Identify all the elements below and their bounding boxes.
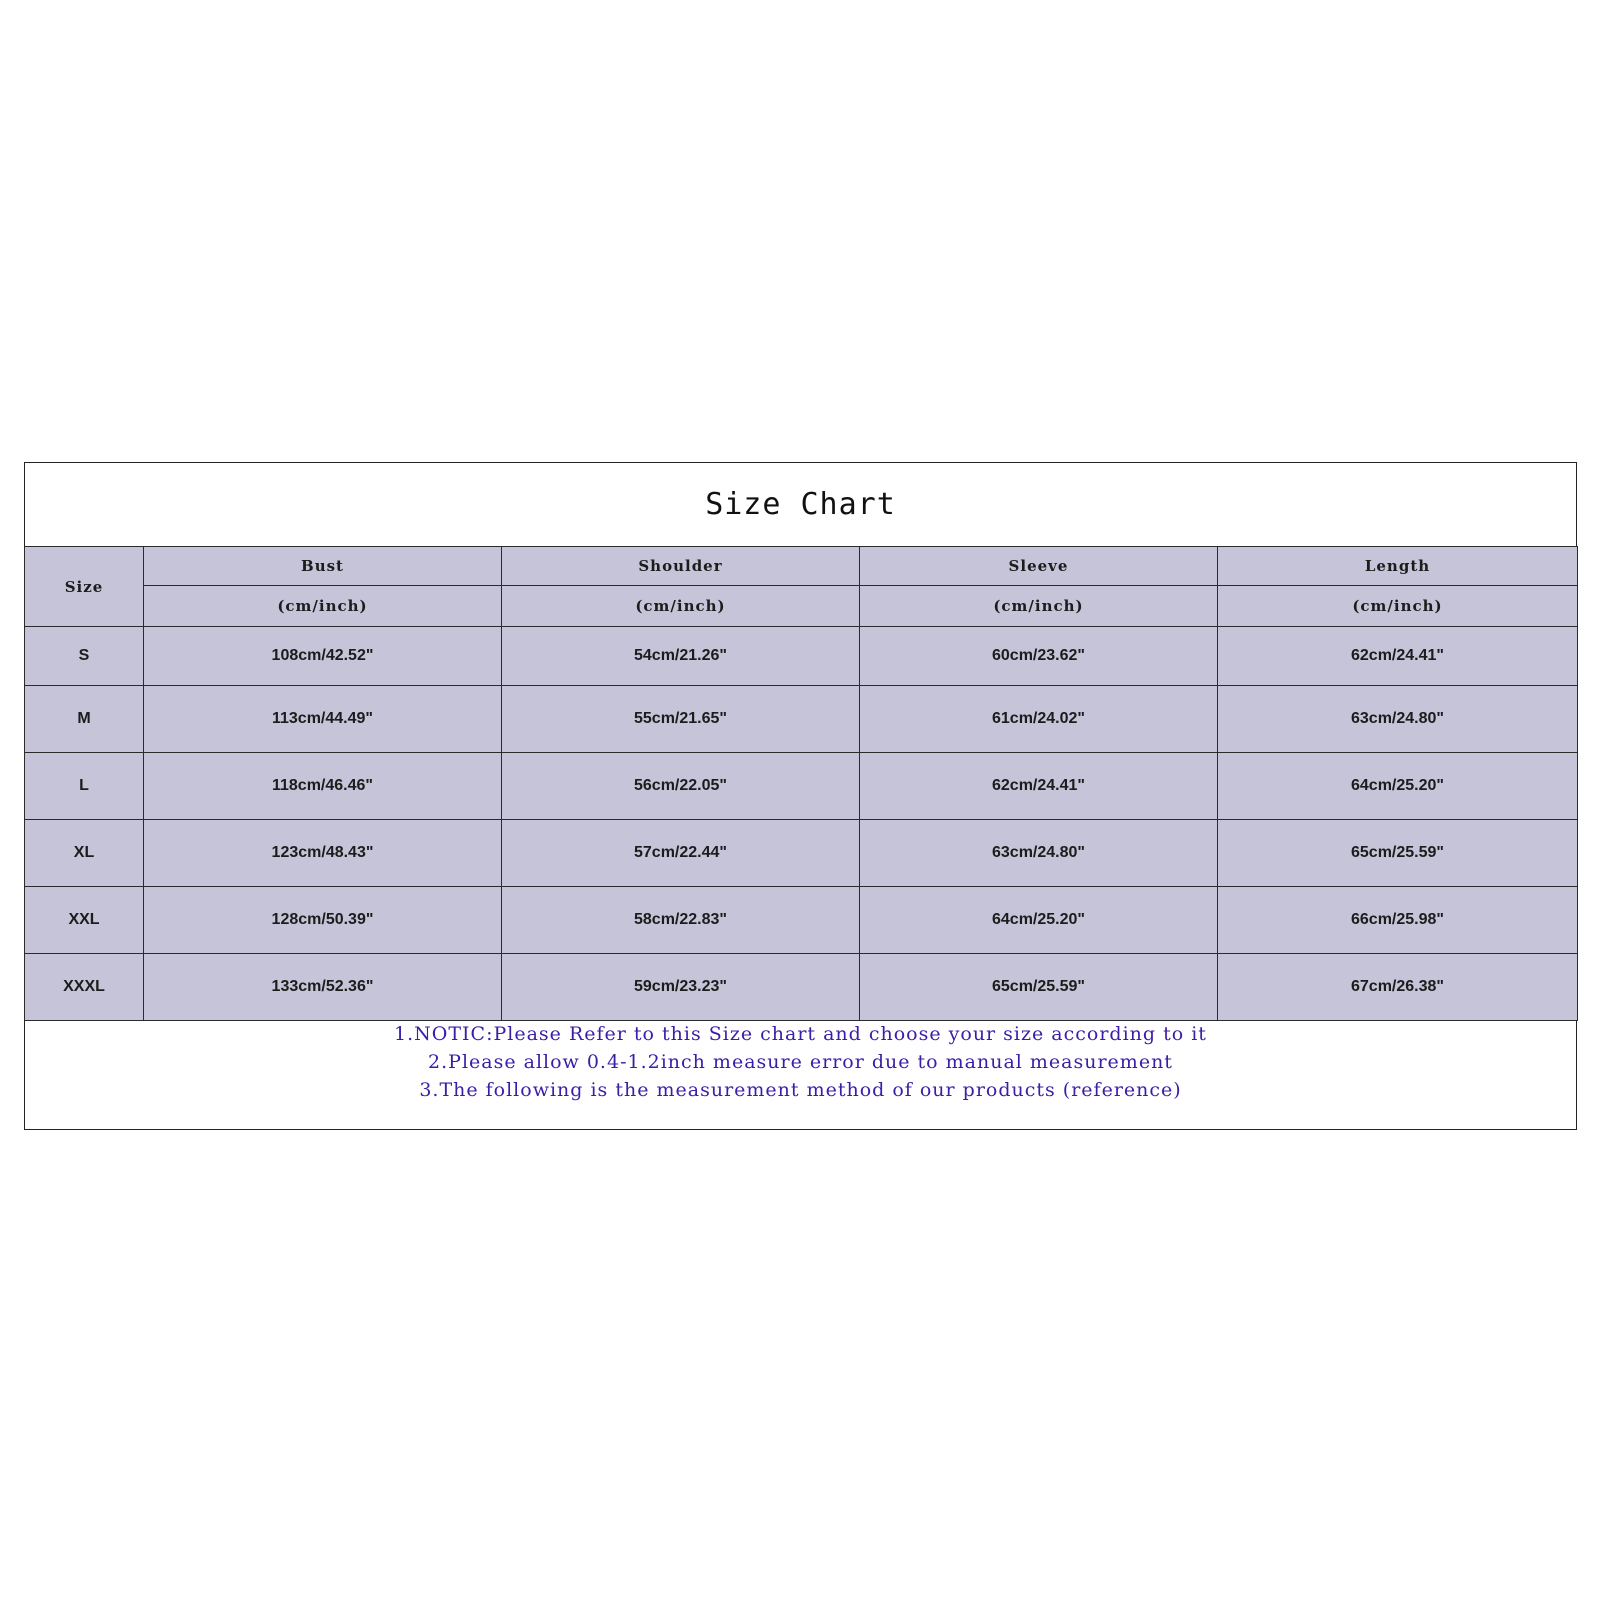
bust-cell: 133cm/52.36" xyxy=(144,954,502,1021)
bust-cell: 118cm/46.46" xyxy=(144,753,502,820)
header-sleeve: Sleeve xyxy=(860,547,1218,586)
bust-cell: 123cm/48.43" xyxy=(144,820,502,887)
length-cell: 62cm/24.41" xyxy=(1218,627,1578,686)
table-row xyxy=(25,753,1578,820)
length-cell: 63cm/24.80" xyxy=(1218,686,1578,753)
sleeve-cell: 63cm/24.80" xyxy=(860,820,1218,887)
shoulder-cell: 59cm/23.23" xyxy=(502,954,860,1021)
sleeve-cell: 64cm/25.20" xyxy=(860,887,1218,954)
shoulder-cell: 55cm/21.65" xyxy=(502,686,860,753)
unit-sleeve: (cm/inch) xyxy=(860,586,1218,627)
shoulder-cell: 56cm/22.05" xyxy=(502,753,860,820)
unit-length: (cm/inch) xyxy=(1218,586,1578,627)
length-cell: 67cm/26.38" xyxy=(1218,954,1578,1021)
size-table xyxy=(24,546,1578,1021)
notes-section xyxy=(25,1020,1576,1104)
note-1: 1.NOTIC:Please Refer to this Size chart and choose your size according to it xyxy=(394,1023,1207,1045)
unit-bust: (cm/inch) xyxy=(144,586,502,627)
bust-cell: 108cm/42.52" xyxy=(144,627,502,686)
length-cell: 65cm/25.59" xyxy=(1218,820,1578,887)
header-shoulder: Shoulder xyxy=(502,547,860,586)
sleeve-cell: 62cm/24.41" xyxy=(860,753,1218,820)
length-cell: 64cm/25.20" xyxy=(1218,753,1578,820)
table-row xyxy=(25,820,1578,887)
header-bust: Bust xyxy=(144,547,502,586)
size-cell: XXL xyxy=(25,887,144,954)
table-row xyxy=(25,954,1578,1021)
shoulder-cell: 58cm/22.83" xyxy=(502,887,860,954)
chart-title: Size Chart xyxy=(705,487,896,522)
sleeve-cell: 65cm/25.59" xyxy=(860,954,1218,1021)
size-cell: XL xyxy=(25,820,144,887)
table-row xyxy=(25,627,1578,686)
header-length: Length xyxy=(1218,547,1578,586)
size-chart xyxy=(24,462,1577,1130)
header-size: Size xyxy=(25,547,144,627)
bust-cell: 128cm/50.39" xyxy=(144,887,502,954)
shoulder-cell: 54cm/21.26" xyxy=(502,627,860,686)
note-3: 3.The following is the measurement method of our products (reference) xyxy=(419,1079,1182,1101)
shoulder-cell: 57cm/22.44" xyxy=(502,820,860,887)
size-cell: S xyxy=(25,627,144,686)
sleeve-cell: 60cm/23.62" xyxy=(860,627,1218,686)
sleeve-cell: 61cm/24.02" xyxy=(860,686,1218,753)
table-row xyxy=(25,686,1578,753)
size-cell: L xyxy=(25,753,144,820)
unit-shoulder: (cm/inch) xyxy=(502,586,860,627)
table-row xyxy=(25,887,1578,954)
size-cell: XXXL xyxy=(25,954,144,1021)
size-cell: M xyxy=(25,686,144,753)
length-cell: 66cm/25.98" xyxy=(1218,887,1578,954)
note-2: 2.Please allow 0.4-1.2inch measure error due to manual measurement xyxy=(428,1051,1173,1073)
bust-cell: 113cm/44.49" xyxy=(144,686,502,753)
